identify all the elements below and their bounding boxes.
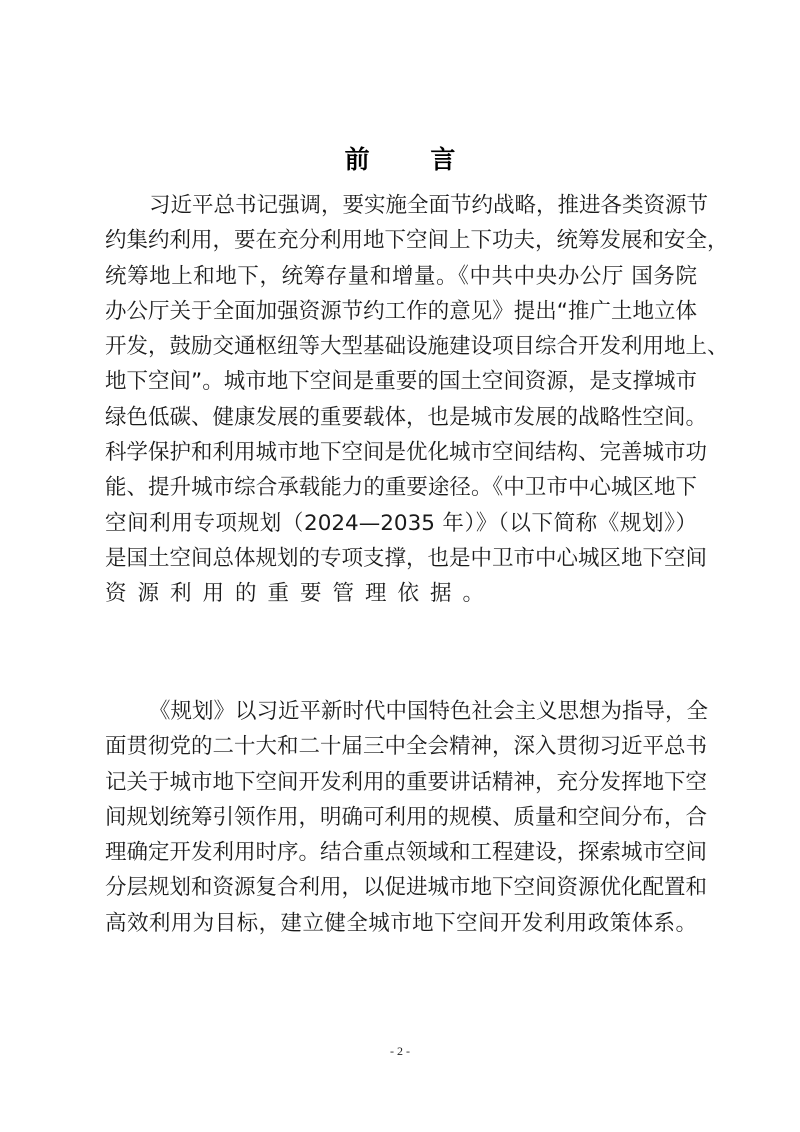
paragraph-line: 面贯彻党的二十大和二十届三中全会精神，深入贯彻习近平总书 xyxy=(105,734,708,760)
paragraph-line: 是国土空间总体规划的专项支撑，也是中卫市中心城区地下空间 xyxy=(105,545,708,571)
paragraph-line: 《规划》以习近平新时代中国特色社会主义思想为指导，全 xyxy=(149,699,709,724)
paragraph-line: 能、提升城市综合承载能力的重要途径。《中卫市中心城区地下 xyxy=(105,475,697,501)
paragraph-line: 分层规划和资源复合利用，以促进城市地下空间资源优化配置和 xyxy=(105,875,708,901)
page-number: - 2 - xyxy=(390,1044,410,1058)
paragraph-line: 地下空间”。城市地下空间是重要的国土空间资源，是支撑城市 xyxy=(105,369,697,395)
paragraph-line: 间规划统筹引领作用，明确可利用的规模、质量和空间分布，合 xyxy=(105,804,708,830)
paragraph-line: 记关于城市地下空间开发利用的重要讲话精神，充分发挥地下空 xyxy=(105,769,708,795)
paragraph-preface-2 xyxy=(105,694,709,941)
paragraph-line: 理确定开发利用时序。结合重点领域和工程建设，探索城市空间 xyxy=(105,840,708,866)
paragraph-line: 资源利用的重要管理依据。 xyxy=(105,581,496,607)
paragraph-line: 空间利用专项规划（2024—2035 年）》（以下简称《规划》） xyxy=(105,510,697,536)
paragraph-line: 习近平总书记强调，要实施全面节约战略，推进各类资源节 xyxy=(149,193,709,218)
paragraph-preface-1 xyxy=(105,188,729,612)
paragraph-line: 统筹地上和地下，统筹存量和增量。《中共中央办公厅 国务院 xyxy=(105,263,697,289)
paragraph-line: 高效利用为目标，建立健全城市地下空间开发利用政策体系。 xyxy=(105,910,697,936)
paragraph-line: 开发，鼓励交通枢纽等大型基础设施建设项目综合开发利用地上、 xyxy=(105,334,729,360)
paragraph-line: 办公厅关于全面加强资源节约工作的意见》提出“推广土地立体 xyxy=(105,298,697,324)
page-title: 前 言 xyxy=(344,145,482,174)
paragraph-line: 科学保护和利用城市地下空间是优化城市空间结构、完善城市功 xyxy=(105,440,708,466)
paragraph-line: 绿色低碳、健康发展的重要载体，也是城市发展的战略性空间。 xyxy=(105,404,708,430)
paragraph-line: 约集约利用，要在充分利用地下空间上下功夫，统筹发展和安全， xyxy=(105,228,729,254)
